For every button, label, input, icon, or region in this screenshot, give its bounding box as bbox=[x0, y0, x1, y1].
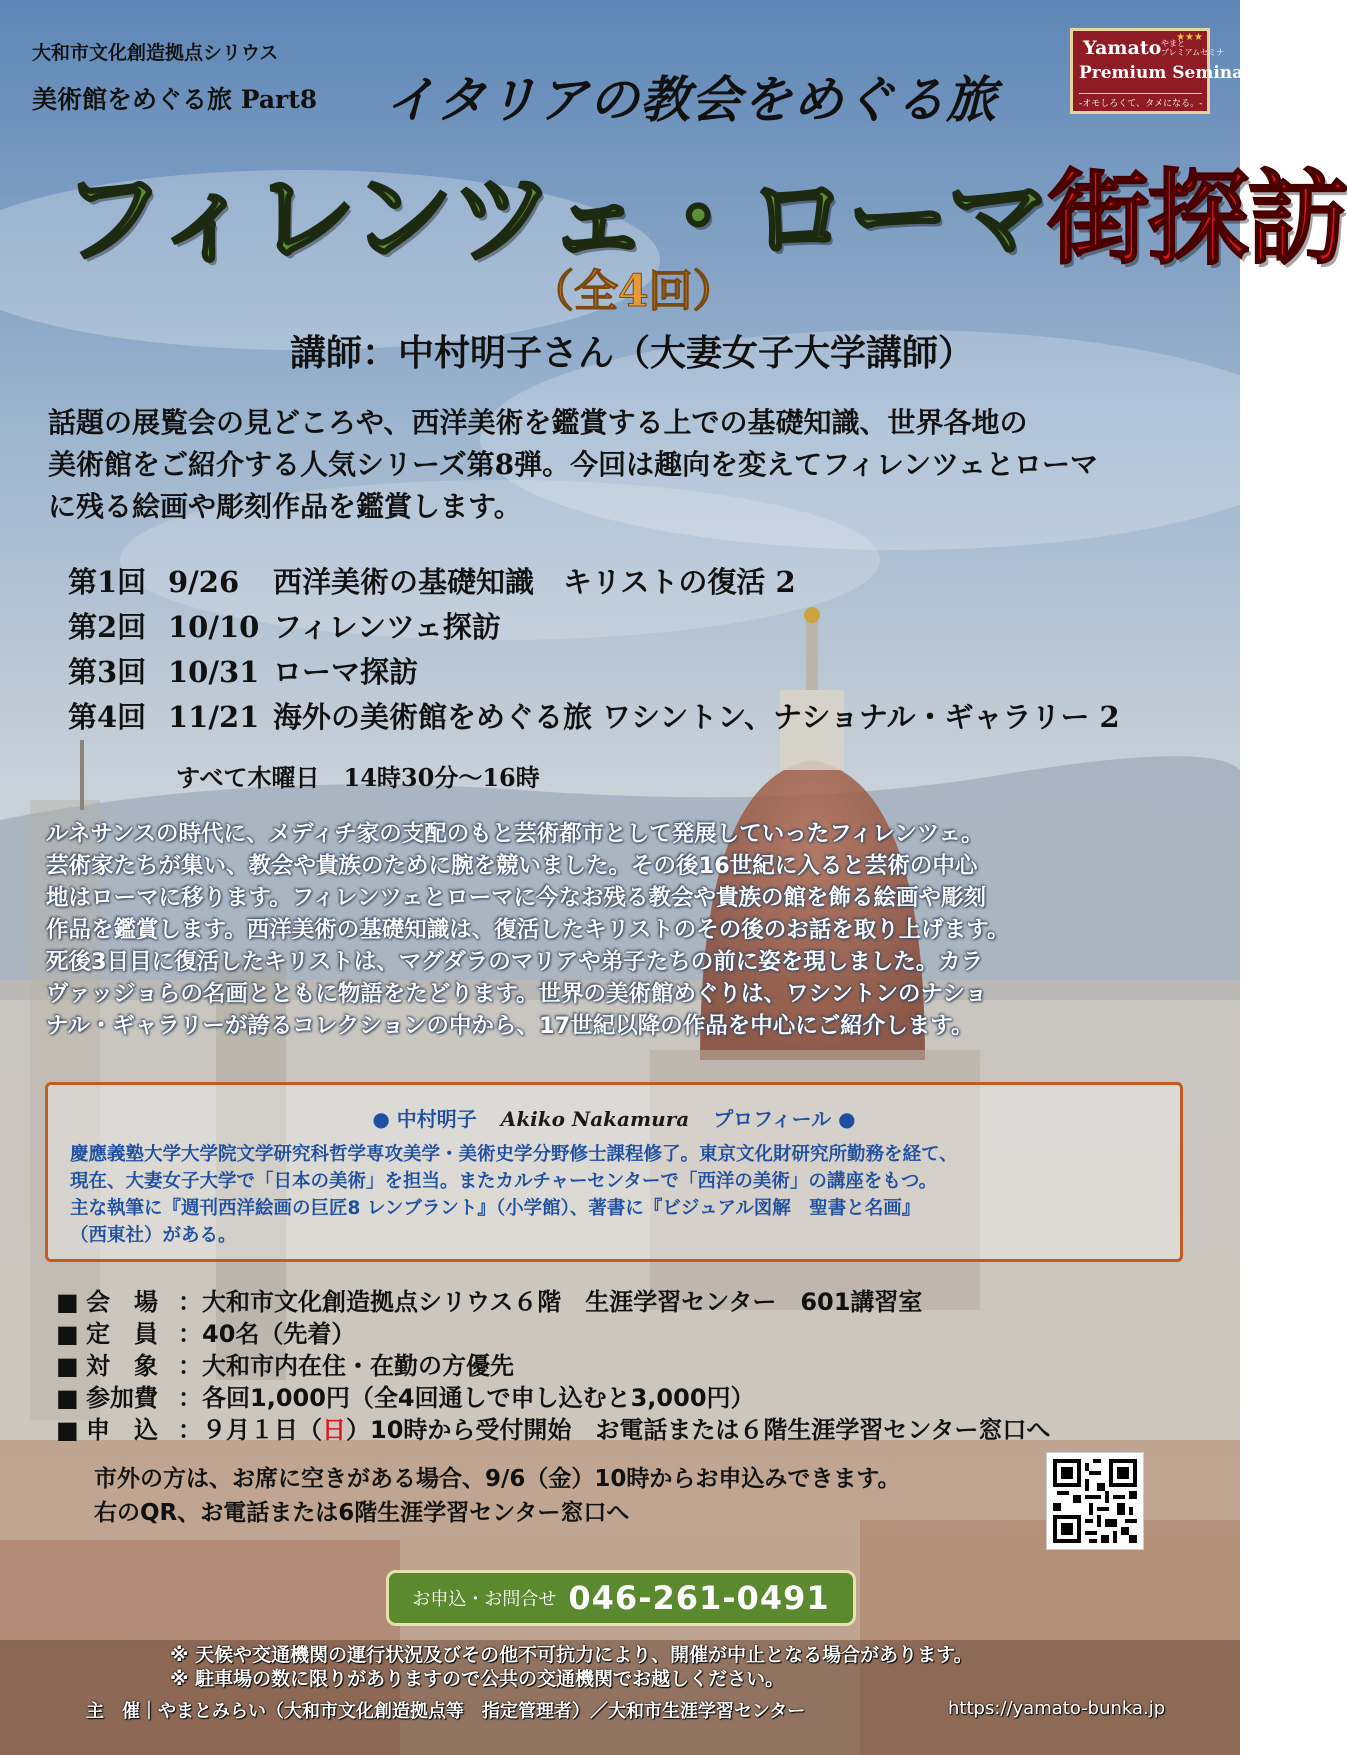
info-row bbox=[56, 1314, 355, 1349]
profile-heading bbox=[48, 1103, 1180, 1132]
phone-number: 046-261-0491 bbox=[568, 1579, 830, 1617]
info-row-apply bbox=[56, 1410, 1050, 1445]
profile-name: ● 中村明子 bbox=[372, 1107, 477, 1131]
session-item bbox=[68, 650, 418, 691]
profile-label: プロフィール ● bbox=[713, 1107, 856, 1131]
info-value: ：大和市文化創造拠点シリウス６階 生涯学習センター 601講習室 bbox=[178, 1288, 923, 1316]
note-line: 右のQR、お電話または6階生涯学習センター窓口へ bbox=[94, 1500, 630, 1526]
profile-body bbox=[70, 1141, 1170, 1249]
logo-stars-icon: ★★★ bbox=[1176, 32, 1203, 43]
qr-code[interactable] bbox=[1046, 1452, 1144, 1550]
info-label: 会 場 bbox=[86, 1288, 158, 1316]
logo-tagline: -オモしろくて、タメになる。- bbox=[1079, 93, 1202, 109]
schedule-time: すべて木曜日 14時30分～16時 bbox=[176, 763, 540, 792]
session-topic: フィレンツェ探訪 bbox=[273, 610, 501, 644]
square-bullet-icon: ■ bbox=[56, 1384, 79, 1412]
info-value: ：大和市内在住・在勤の方優先 bbox=[178, 1352, 514, 1380]
intro-line: に残る絵画や彫刻作品を鑑賞します。 bbox=[48, 490, 522, 523]
session-date: 10/10 bbox=[168, 610, 260, 644]
session-date: 11/21 bbox=[168, 700, 260, 734]
qr-code-icon bbox=[1053, 1459, 1137, 1543]
intro-line: 話題の展覧会の見どころや、西洋美術を鑑賞する上での基礎知識、世界各地の bbox=[48, 406, 1028, 439]
premium-seminar-logo bbox=[1070, 28, 1253, 114]
contact-phone-button[interactable] bbox=[386, 1570, 856, 1626]
logo-line2: Premium Seminar bbox=[1079, 63, 1253, 83]
logo-line1-small: やまと プレミアムセミナ bbox=[1161, 39, 1225, 57]
profile-box bbox=[45, 1082, 1183, 1262]
intro-text bbox=[48, 402, 1198, 528]
description-line: ナル・ギャラリーが誇るコレクションの中から、17世紀以降の作品を中心にご紹介します。 bbox=[46, 1013, 974, 1039]
info-row bbox=[56, 1378, 755, 1413]
title-highlight: 街探訪 bbox=[1047, 159, 1347, 279]
info-label: 参加費 bbox=[86, 1384, 158, 1412]
description-line: 作品を鑑賞します。西洋美術の基礎知識は、復活したキリストのその後のお話を取り上げます。 bbox=[46, 917, 1010, 943]
description-line: ルネサンスの時代に、メディチ家の支配のもと芸術都市として発展していったフィレンツェ。 bbox=[46, 821, 984, 847]
description-line: 地はローマに移ります。フィレンツェとローマに今なお残る教会や貴族の館を飾る絵画や彫刻 bbox=[46, 885, 986, 911]
profile-line: （西東社）がある。 bbox=[70, 1225, 237, 1246]
note-line: 市外の方は、お席に空きがある場合、9/6（金）10時からお申込みできます。 bbox=[94, 1466, 901, 1492]
session-item bbox=[68, 695, 1120, 736]
session-topic: 西洋美術の基礎知識 キリストの復活 2 bbox=[273, 565, 796, 599]
footnote: ※ 駐車場の数に限りがありますので公共の交通機関でお越しください。 bbox=[170, 1668, 785, 1690]
lecturer: 講師：中村明子さん（大妻女子大学講師） bbox=[290, 332, 975, 374]
description-line: 芸術家たちが集い、教会や貴族のために腕を競いました。その後16世紀に入ると芸術の中心 bbox=[46, 853, 978, 879]
session-item bbox=[68, 605, 501, 646]
info-row bbox=[56, 1282, 922, 1317]
session-item bbox=[68, 560, 796, 601]
session-num: 第3回 bbox=[68, 655, 147, 689]
series-name: 美術館をめぐる旅 Part8 bbox=[32, 85, 318, 114]
profile-name-en: Akiko Nakamura bbox=[500, 1107, 690, 1131]
apply-detail: ）10時から受付開始 お電話または６階生涯学習センター窓口へ bbox=[346, 1416, 1051, 1444]
profile-line: 現在、大妻女子大学で「日本の美術」を担当。またカルチャーセンターで「西洋の美術」の講座をもつ。 bbox=[70, 1171, 938, 1192]
info-label: 定 員 bbox=[86, 1320, 158, 1348]
phone-label: お申込・お問合せ bbox=[412, 1589, 557, 1610]
organizer-name: 大和市文化創造拠点シリウス bbox=[32, 42, 279, 64]
description-line: ヴァッジョらの名画とともに物語をたどります。世界の美術館めぐりは、ワシントンのナショ bbox=[46, 981, 988, 1007]
session-num: 第4回 bbox=[68, 700, 147, 734]
session-topic: 海外の美術館をめぐる旅 ワシントン、ナショナル・ギャラリー 2 bbox=[273, 700, 1120, 734]
session-count: （全4回） bbox=[530, 266, 737, 317]
session-date: 9/26 bbox=[168, 565, 240, 599]
website-link[interactable]: https://yamato-bunka.jp bbox=[948, 1698, 1166, 1719]
description bbox=[46, 818, 1206, 1042]
apply-date: ：９月１日（ bbox=[178, 1416, 322, 1444]
square-bullet-icon: ■ bbox=[56, 1320, 79, 1348]
sponsor: 主 催｜やまとみらい（大和市文化創造拠点等 指定管理者）／大和市生涯学習センター bbox=[86, 1701, 806, 1722]
profile-line: 慶應義塾大学大学院文学研究科哲学専攻美学・美術史学分野修士課程修了。東京文化財研究所勤務を経て、 bbox=[70, 1144, 958, 1165]
session-topic: ローマ探訪 bbox=[273, 655, 419, 689]
square-bullet-icon: ■ bbox=[56, 1288, 79, 1316]
info-value: ：40名（先着） bbox=[178, 1320, 356, 1348]
info-value: ：各回1,000円（全4回通しで申し込むと3,000円） bbox=[178, 1384, 755, 1412]
title-cities: フィレンツェ・ローマ bbox=[62, 159, 1048, 279]
square-bullet-icon: ■ bbox=[56, 1352, 79, 1380]
session-num: 第1回 bbox=[68, 565, 147, 599]
footnote: ※ 天候や交通機関の運行状況及びその他不可抗力により、開催が中止となる場合があります。 bbox=[170, 1644, 973, 1666]
info-label: 対 象 bbox=[86, 1352, 158, 1380]
info-label: 申 込 bbox=[86, 1416, 158, 1444]
page-subtitle: イタリアの教会をめぐる旅 bbox=[385, 70, 997, 129]
apply-day: 日 bbox=[322, 1416, 346, 1444]
session-num: 第2回 bbox=[68, 610, 147, 644]
intro-line: 美術館をご紹介する人気シリーズ第8弾。今回は趣向を変えてフィレンツェとローマ bbox=[48, 448, 1099, 481]
logo-line1: Yamato bbox=[1083, 37, 1162, 59]
info-row bbox=[56, 1346, 514, 1381]
square-bullet-icon: ■ bbox=[56, 1416, 79, 1444]
session-date: 10/31 bbox=[168, 655, 260, 689]
outside-resident-note bbox=[94, 1462, 901, 1530]
profile-line: 主な執筆に『週刊西洋絵画の巨匠8 レンブラント』（小学館）、著書に『ビジュアル図解 聖書と名画』 bbox=[70, 1198, 921, 1219]
description-line: 死後3日目に復活したキリストは、マグダラのマリアや弟子たちの前に姿を現しました。カラ bbox=[46, 949, 984, 975]
